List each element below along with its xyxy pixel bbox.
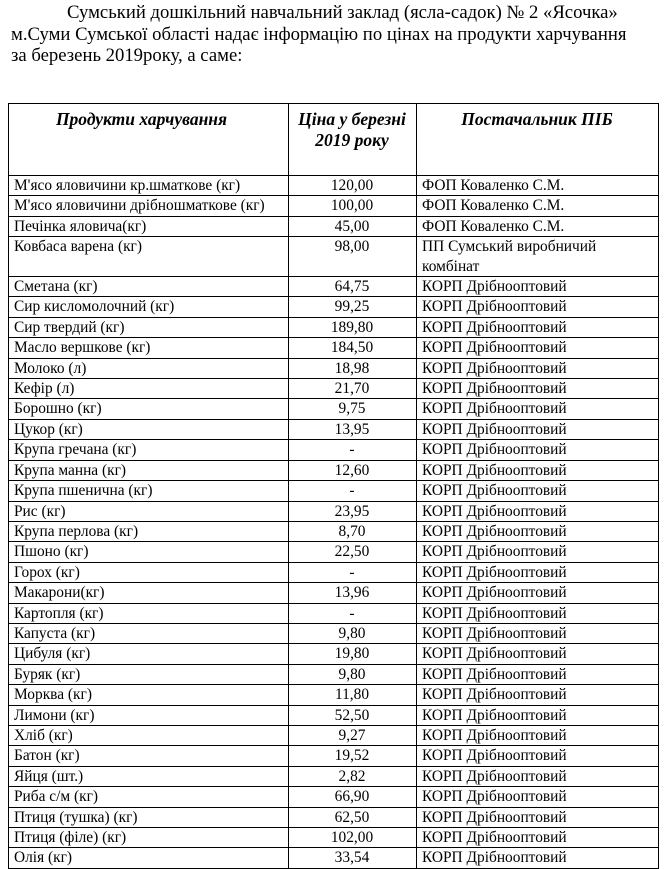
table-header-row (9, 104, 659, 176)
table-row (9, 685, 659, 705)
price-cell: 64,75 (289, 277, 417, 297)
supplier-cell: КОРП Дрібнооптовий (417, 746, 659, 766)
table-row (9, 746, 659, 766)
price-cell: 45,00 (289, 216, 417, 236)
price-cell: 19,52 (289, 746, 417, 766)
product-cell: Птиця (тушка) (кг) (9, 807, 289, 827)
supplier-cell: КОРП Дрібнооптовий (417, 603, 659, 623)
table-row (9, 807, 659, 827)
table-row (9, 196, 659, 216)
product-cell: Батон (кг) (9, 746, 289, 766)
price-cell: 21,70 (289, 379, 417, 399)
price-cell: 184,50 (289, 338, 417, 358)
product-cell: Морква (кг) (9, 685, 289, 705)
supplier-cell: ПП Сумський виробничий комбінат (417, 237, 659, 277)
table-row (9, 237, 659, 277)
table-row (9, 216, 659, 236)
supplier-cell: КОРП Дрібнооптовий (417, 277, 659, 297)
product-cell: М'ясо яловичини дрібношматкове (кг) (9, 196, 289, 216)
price-cell: 120,00 (289, 176, 417, 196)
price-cell: 9,80 (289, 664, 417, 684)
table-row (9, 623, 659, 643)
product-cell: Цибуля (кг) (9, 644, 289, 664)
supplier-cell: КОРП Дрібнооптовий (417, 399, 659, 419)
price-cell: - (289, 481, 417, 501)
supplier-cell: КОРП Дрібнооптовий (417, 644, 659, 664)
supplier-cell: КОРП Дрібнооптовий (417, 440, 659, 460)
table-row (9, 338, 659, 358)
intro-line-2: м.Суми Сумської області надає інформацію по цінах на продукти харчування (11, 23, 627, 45)
table-row (9, 297, 659, 317)
price-cell: 13,95 (289, 419, 417, 439)
price-cell: 52,50 (289, 705, 417, 725)
table-row (9, 603, 659, 623)
table-row (9, 583, 659, 603)
supplier-cell: КОРП Дрібнооптовий (417, 766, 659, 786)
supplier-cell: КОРП Дрібнооптовий (417, 521, 659, 541)
price-cell: - (289, 562, 417, 582)
product-cell: Борошно (кг) (9, 399, 289, 419)
price-cell: 8,70 (289, 521, 417, 541)
prices-table (8, 103, 659, 869)
product-cell: Риба с/м (кг) (9, 787, 289, 807)
product-cell: Пшоно (кг) (9, 542, 289, 562)
table-row (9, 521, 659, 541)
product-cell: Крупа перлова (кг) (9, 521, 289, 541)
supplier-cell: КОРП Дрібнооптовий (417, 297, 659, 317)
product-cell: Масло вершкове (кг) (9, 338, 289, 358)
product-cell: Ковбаса варена (кг) (9, 237, 289, 277)
table-row (9, 644, 659, 664)
supplier-cell: КОРП Дрібнооптовий (417, 705, 659, 725)
product-cell: Крупа манна (кг) (9, 460, 289, 480)
supplier-cell: КОРП Дрібнооптовий (417, 623, 659, 643)
product-cell: Молоко (л) (9, 358, 289, 378)
price-cell: 62,50 (289, 807, 417, 827)
price-cell: 23,95 (289, 501, 417, 521)
table-row (9, 419, 659, 439)
price-cell: - (289, 603, 417, 623)
supplier-cell: КОРП Дрібнооптовий (417, 787, 659, 807)
price-cell: 189,80 (289, 317, 417, 337)
supplier-cell: КОРП Дрібнооптовий (417, 481, 659, 501)
supplier-cell: ФОП Коваленко С.М. (417, 176, 659, 196)
header-supplier: Постачальник ПІБ (417, 104, 659, 176)
table-row (9, 358, 659, 378)
supplier-cell: КОРП Дрібнооптовий (417, 562, 659, 582)
supplier-cell: КОРП Дрібнооптовий (417, 419, 659, 439)
intro-line-1: Сумський дошкільний навчальний заклад (ясла-садок) № 2 «Ясочка» (67, 2, 618, 23)
product-cell: Лимони (кг) (9, 705, 289, 725)
supplier-cell: КОРП Дрібнооптовий (417, 664, 659, 684)
price-cell: 13,96 (289, 583, 417, 603)
product-cell: Крупа пшенична (кг) (9, 481, 289, 501)
product-cell: Цукор (кг) (9, 419, 289, 439)
product-cell: Капуста (кг) (9, 623, 289, 643)
product-cell: М'ясо яловичини кр.шматкове (кг) (9, 176, 289, 196)
table-row (9, 501, 659, 521)
supplier-cell: КОРП Дрібнооптовий (417, 848, 659, 868)
price-cell: 2,82 (289, 766, 417, 786)
supplier-cell: КОРП Дрібнооптовий (417, 317, 659, 337)
supplier-cell: КОРП Дрібнооптовий (417, 379, 659, 399)
price-cell: 100,00 (289, 196, 417, 216)
price-cell: 9,80 (289, 623, 417, 643)
price-cell: 98,00 (289, 237, 417, 277)
header-product: Продукти харчування (9, 104, 289, 176)
product-cell: Птиця (філе) (кг) (9, 828, 289, 848)
price-cell: 12,60 (289, 460, 417, 480)
product-cell: Буряк (кг) (9, 664, 289, 684)
table-row (9, 542, 659, 562)
product-cell: Сметана (кг) (9, 277, 289, 297)
table-row (9, 725, 659, 745)
product-cell: Макарони(кг) (9, 583, 289, 603)
supplier-cell: КОРП Дрібнооптовий (417, 685, 659, 705)
table-row (9, 664, 659, 684)
supplier-cell: КОРП Дрібнооптовий (417, 583, 659, 603)
price-cell: 19,80 (289, 644, 417, 664)
supplier-cell: КОРП Дрібнооптовий (417, 828, 659, 848)
price-cell: 66,90 (289, 787, 417, 807)
supplier-cell: КОРП Дрібнооптовий (417, 460, 659, 480)
supplier-cell: ФОП Коваленко С.М. (417, 196, 659, 216)
price-cell: 33,54 (289, 848, 417, 868)
product-cell: Олія (кг) (9, 848, 289, 868)
price-cell: 9,75 (289, 399, 417, 419)
supplier-cell: КОРП Дрібнооптовий (417, 501, 659, 521)
price-cell: 18,98 (289, 358, 417, 378)
intro-line-3: за березень 2019року, а саме: (11, 45, 243, 66)
intro-paragraph (11, 2, 661, 67)
product-cell: Кефір (л) (9, 379, 289, 399)
header-price: Ціна у березні 2019 року (289, 104, 417, 176)
table-row (9, 277, 659, 297)
product-cell: Сир твердий (кг) (9, 317, 289, 337)
product-cell: Крупа гречана (кг) (9, 440, 289, 460)
table-row (9, 787, 659, 807)
table-row (9, 317, 659, 337)
table-row (9, 848, 659, 868)
table-row (9, 766, 659, 786)
table-row (9, 440, 659, 460)
table-row (9, 176, 659, 196)
supplier-cell: ФОП Коваленко С.М. (417, 216, 659, 236)
table-row (9, 379, 659, 399)
supplier-cell: КОРП Дрібнооптовий (417, 358, 659, 378)
price-cell: 99,25 (289, 297, 417, 317)
price-cell: - (289, 440, 417, 460)
price-cell: 22,50 (289, 542, 417, 562)
table-row (9, 705, 659, 725)
price-cell: 9,27 (289, 725, 417, 745)
supplier-cell: КОРП Дрібнооптовий (417, 725, 659, 745)
table-row (9, 828, 659, 848)
table-row (9, 562, 659, 582)
product-cell: Яйця (шт.) (9, 766, 289, 786)
supplier-cell: КОРП Дрібнооптовий (417, 542, 659, 562)
table-row (9, 399, 659, 419)
product-cell: Печінка яловича(кг) (9, 216, 289, 236)
price-cell: 11,80 (289, 685, 417, 705)
table-row (9, 481, 659, 501)
supplier-cell: КОРП Дрібнооптовий (417, 338, 659, 358)
supplier-cell: КОРП Дрібнооптовий (417, 807, 659, 827)
product-cell: Сир кисломолочний (кг) (9, 297, 289, 317)
table-row (9, 460, 659, 480)
price-cell: 102,00 (289, 828, 417, 848)
product-cell: Горох (кг) (9, 562, 289, 582)
product-cell: Хліб (кг) (9, 725, 289, 745)
product-cell: Картопля (кг) (9, 603, 289, 623)
product-cell: Рис (кг) (9, 501, 289, 521)
